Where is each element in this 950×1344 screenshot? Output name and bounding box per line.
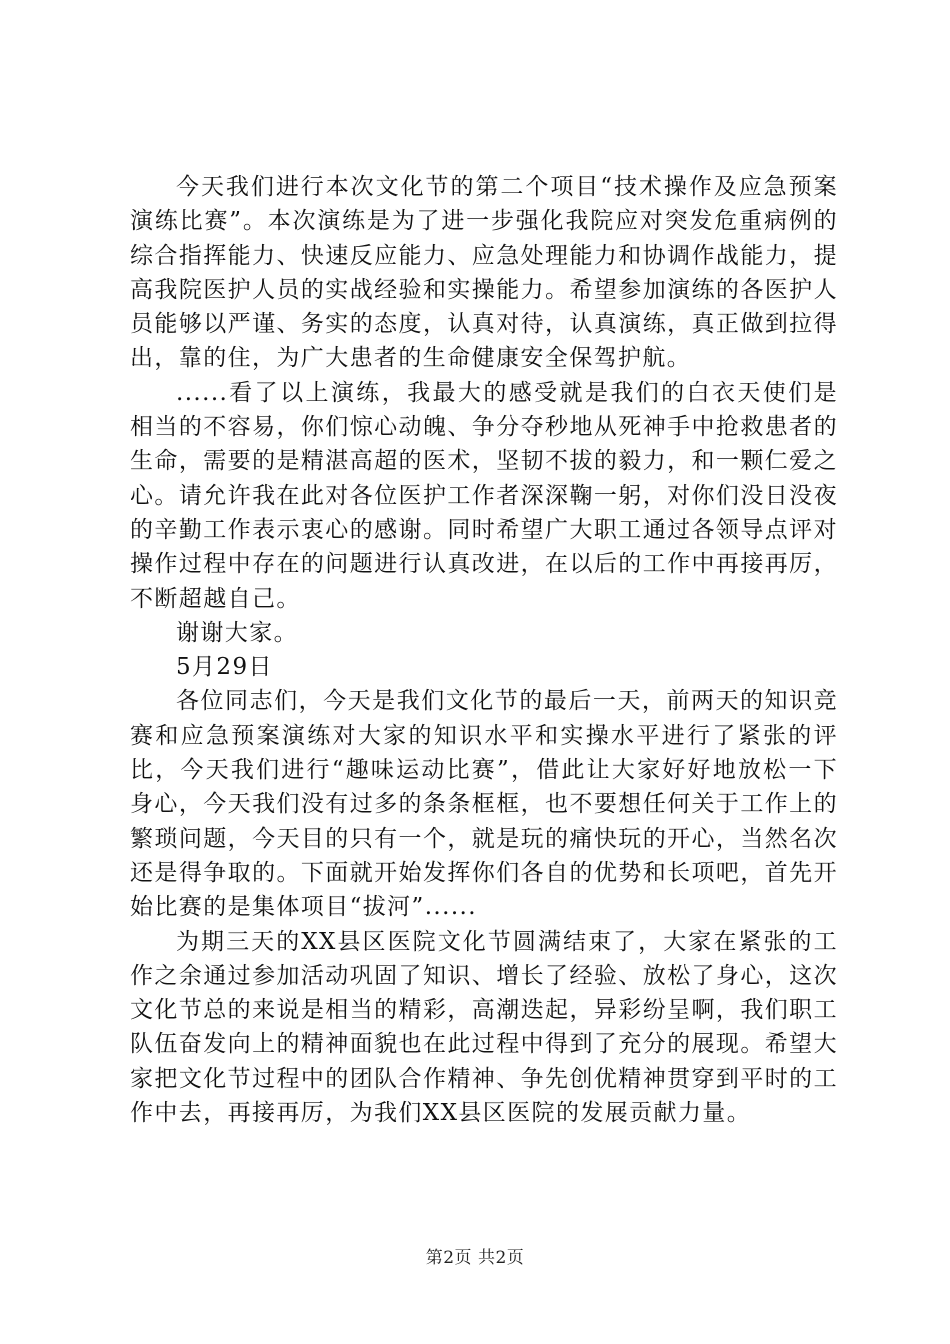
page-number-footer: 第2页 共2页 <box>425 1248 525 1268</box>
paragraph-drill-intro: 今天我们进行本次文化节的第二个项目“技术操作及应急预案演练比赛”。本次演练是为了进一步强化我院应对突发危重病例的综合指挥能力、快速反应能力、应急处理能力和协调作战能力，提高我院医护人员的实战经验和实操能力。希望参加演练的各医护人员能够以严谨、务实的态度，认真对待，认真演练，真正做到拉得出，靠的住，为广大患者的生命健康安全保驾护航。 <box>130 174 838 372</box>
paragraph-closing: 为期三天的XX县区医院文化节圆满结束了，大家在紧张的工作之余通过参加活动巩固了知识、增长了经验、放松了身心，这次文化节总的来说是相当的精彩，高潮迭起，异彩纷呈啊，我们职工队伍奋发向上的精神面貌也在此过程中得到了充分的展现。希望大家把文化节过程中的团队合作精神、争先创优精神贯穿到平时的工作中去，再接再厉，为我们XX县区医院的发展贡献力量。 <box>130 928 838 1127</box>
paragraph-thanks: 谢谢大家。 <box>176 619 298 646</box>
paragraph-date: 5月29日 <box>176 654 273 681</box>
paragraph-sports-intro: 各位同志们，今天是我们文化节的最后一天，前两天的知识竞赛和应急预案演练对大家的知识水平和实操水平进行了紧张的评比，今天我们进行“趣味运动比赛”，借此让大家好好地放松一下身心，今天我们没有过多的条条框框，也不要想任何关于工作上的繁琐问题，今天目的只有一个，就是玩的痛快玩的开心，当然名次还是得争取的。下面就开始发挥你们各自的优势和长项吧，首先开始比赛的是集体项目“拔河”...... <box>130 688 838 921</box>
paragraph-drill-reflection: ......看了以上演练，我最大的感受就是我们的白衣天使们是相当的不容易，你们惊心动魄、争分夺秒地从死神手中抢救患者的生命，需要的是精湛高超的医术，坚韧不拔的毅力，和一颗仁爱之心。请允许我在此对各位医护工作者深深鞠一躬，对你们没日没夜的辛勤工作表示衷心的感谢。同时希望广大职工通过各领导点评对操作过程中存在的问题进行认真改进，在以后的工作中再接再厉，不断超越自己。 <box>130 379 838 612</box>
document-body <box>130 170 838 1130</box>
